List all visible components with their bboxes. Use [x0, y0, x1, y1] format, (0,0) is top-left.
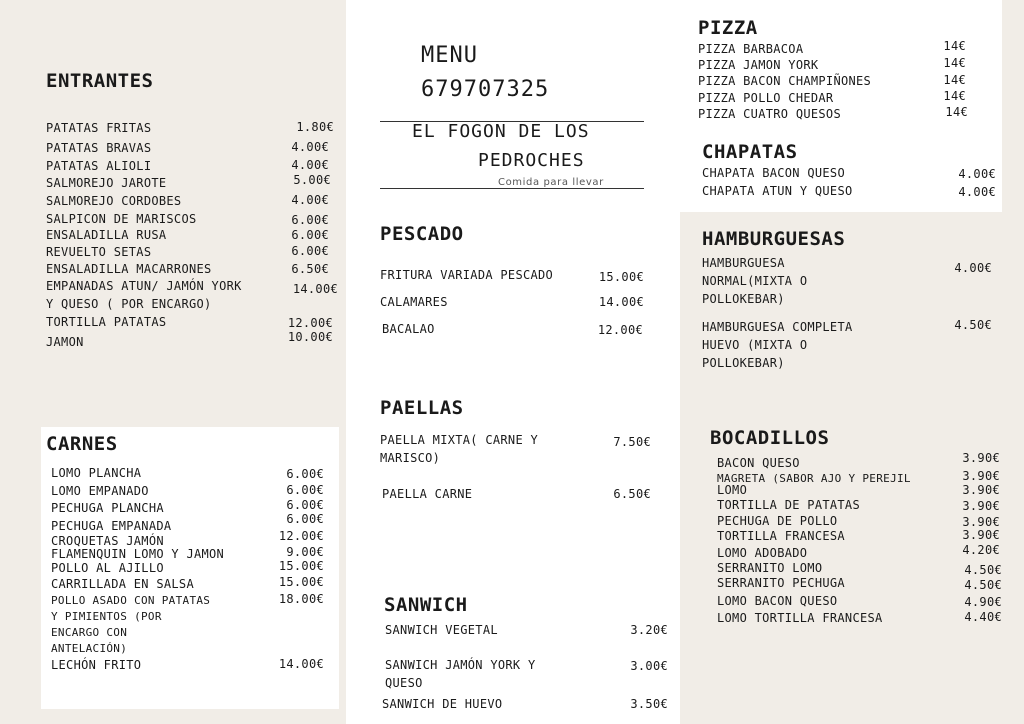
menu-item-price: 3.00€ [630, 659, 668, 673]
phone-number: 679707325 [421, 77, 550, 102]
menu-item-name-continued: POLLOKEBAR) [702, 356, 785, 370]
section-title-sanwich: SANWICH [384, 594, 468, 616]
menu-item-name: REVUELTO SETAS [46, 245, 152, 259]
menu-item-price: 5.00€ [293, 173, 331, 187]
menu-item-name: POLLO ASADO CON PATATAS [51, 594, 211, 607]
menu-item-name: HAMBURGUESA COMPLETA [702, 320, 853, 334]
menu-item-price: 3.90€ [962, 528, 1000, 542]
section-title-entrantes: ENTRANTES [46, 70, 154, 92]
menu-item-name: PIZZA BACON CHAMPIÑONES [698, 74, 872, 88]
menu-item-price: 1.80€ [296, 120, 334, 134]
menu-item-price: 4.50€ [964, 563, 1002, 577]
section-title-paellas: PAELLAS [380, 397, 464, 419]
menu-item-price: 4.90€ [964, 595, 1002, 609]
menu-item-price: 6.00€ [286, 483, 324, 497]
menu-item-name-continued: Y QUESO ( POR ENCARGO) [46, 297, 212, 311]
menu-item-price: 14€ [945, 105, 968, 119]
menu-item-name-continued: NORMAL(MIXTA O [702, 274, 808, 288]
menu-item-name: ENSALADILLA RUSA [46, 228, 167, 242]
menu-item-price: 12.00€ [287, 316, 333, 330]
menu-item-price: 6.00€ [286, 498, 324, 512]
menu-item-price: 6.50€ [291, 262, 329, 276]
menu-item-name: CHAPATA BACON QUESO [702, 166, 845, 180]
menu-item-name: ENSALADILLA MACARRONES [46, 262, 212, 276]
menu-item-name: FRITURA VARIADA PESCADO [380, 268, 554, 282]
menu-item-price: 3.50€ [630, 697, 668, 711]
menu-item-price: 14.00€ [598, 295, 644, 309]
menu-item-price: 15.00€ [598, 270, 644, 284]
menu-item-name: POLLO AL AJILLO [51, 561, 164, 575]
menu-item-price: 6.00€ [291, 213, 329, 227]
menu-item-name: LOMO PLANCHA [51, 466, 142, 480]
menu-item-name: JAMON [46, 335, 84, 349]
menu-item-price: 6.50€ [613, 487, 651, 501]
menu-item-name-continued: QUESO [385, 676, 423, 690]
section-title-carnes: CARNES [46, 433, 118, 455]
menu-item-price: 9.00€ [286, 545, 324, 559]
menu-item-name: PATATAS FRITAS [46, 121, 152, 135]
menu-item-name: CARRILLADA EN SALSA [51, 577, 194, 591]
menu-item-price: 14.00€ [278, 657, 324, 671]
menu-item-name-continued: POLLOKEBAR) [702, 292, 785, 306]
menu-item-name-continued: MARISCO) [380, 451, 441, 465]
menu-item-name: SERRANITO LOMO [717, 561, 823, 575]
menu-item-price: 14€ [943, 56, 966, 70]
menu-item-price: 4.50€ [954, 318, 992, 332]
menu-item-price: 4.00€ [954, 261, 992, 275]
menu-item-price: 4.00€ [958, 167, 996, 181]
menu-item-price: 6.00€ [291, 228, 329, 242]
menu-item-price: 4.40€ [964, 610, 1002, 624]
section-title-pizza: PIZZA [698, 17, 758, 39]
menu-item-name: TORTILLA FRANCESA [717, 529, 845, 543]
menu-item-name: CHAPATA ATUN Y QUESO [702, 184, 853, 198]
menu-item-name: LOMO [717, 483, 748, 497]
menu-item-name: EMPANADAS ATUN/ JAMÓN YORK [46, 279, 242, 293]
menu-item-name: SANWICH VEGETAL [385, 623, 498, 637]
tagline: Comida para llevar [498, 177, 604, 188]
header-divider-bottom [380, 188, 644, 189]
menu-item-name: PAELLA CARNE [382, 487, 473, 501]
menu-item-price: 15.00€ [278, 575, 324, 589]
menu-item-name: SALMOREJO JAROTE [46, 176, 167, 190]
menu-item-name: PIZZA JAMON YORK [698, 58, 819, 72]
menu-item-name: BACALAO [382, 322, 435, 336]
menu-item-price: 3.90€ [962, 515, 1000, 529]
menu-item-name: SALPICON DE MARISCOS [46, 212, 197, 226]
menu-item-name-continued: ENCARGO CON [51, 626, 128, 639]
menu-item-name: FLAMENQUIN LOMO Y JAMON [51, 547, 225, 561]
menu-item-price: 7.50€ [613, 435, 651, 449]
menu-item-price: 6.00€ [286, 467, 324, 481]
menu-item-name-continued: Y PIMIENTOS (POR [51, 610, 162, 623]
section-title-bocadillos: BOCADILLOS [710, 427, 830, 449]
menu-item-name: PECHUGA DE POLLO [717, 514, 838, 528]
menu-item-price: 14€ [943, 39, 966, 53]
menu-item-name: HAMBURGUESA [702, 256, 785, 270]
menu-item-name: PIZZA POLLO CHEDAR [698, 91, 834, 105]
menu-item-price: 10.00€ [287, 330, 333, 344]
menu-item-price: 3.20€ [630, 623, 668, 637]
menu-item-name: BACON QUESO [717, 456, 800, 470]
section-title-pescado: PESCADO [380, 223, 464, 245]
menu-item-name: SANWICH JAMÓN YORK Y [385, 658, 536, 672]
menu-item-price: 18.00€ [278, 592, 324, 606]
menu-item-price: 4.00€ [291, 140, 329, 154]
menu-item-name-continued: HUEVO (MIXTA O [702, 338, 808, 352]
menu-item-name: PATATAS ALIOLI [46, 159, 152, 173]
menu-item-name: LOMO ADOBADO [717, 546, 808, 560]
menu-item-price: 14€ [943, 73, 966, 87]
menu-item-price: 14€ [943, 89, 966, 103]
section-title-chapatas: CHAPATAS [702, 141, 798, 163]
menu-item-price: 4.20€ [962, 543, 1000, 557]
menu-item-name: TORTILLA DE PATATAS [717, 498, 860, 512]
menu-item-name: PECHUGA EMPANADA [51, 519, 172, 533]
menu-item-name: SALMOREJO CORDOBES [46, 194, 182, 208]
menu-item-price: 6.00€ [291, 244, 329, 258]
menu-item-name: CALAMARES [380, 295, 448, 309]
menu-item-price: 6.00€ [286, 512, 324, 526]
menu-item-price: 3.90€ [962, 483, 1000, 497]
menu-item-price: 4.00€ [958, 185, 996, 199]
menu-item-price: 14.00€ [292, 282, 338, 296]
menu-item-name: PATATAS BRAVAS [46, 141, 152, 155]
menu-item-price: 3.90€ [962, 469, 1000, 483]
menu-item-name: TORTILLA PATATAS [46, 315, 167, 329]
menu-item-name: LOMO TORTILLA FRANCESA [717, 611, 883, 625]
menu-item-name: LOMO BACON QUESO [717, 594, 838, 608]
menu-item-name: PIZZA CUATRO QUESOS [698, 107, 841, 121]
menu-item-name: PAELLA MIXTA( CARNE Y [380, 433, 539, 447]
menu-item-price: 4.50€ [964, 578, 1002, 592]
menu-item-price: 3.90€ [962, 499, 1000, 513]
menu-item-name: SERRANITO PECHUGA [717, 576, 845, 590]
restaurant-name-line2: PEDROCHES [478, 150, 585, 171]
menu-item-name: CROQUETAS JAMÓN [51, 534, 164, 548]
menu-item-name: LOMO EMPANADO [51, 484, 149, 498]
restaurant-name-line1: EL FOGON DE LOS [412, 121, 590, 142]
menu-item-price: 15.00€ [278, 559, 324, 573]
menu-item-price: 4.00€ [291, 193, 329, 207]
menu-item-name: PIZZA BARBACOA [698, 42, 804, 56]
menu-heading: MENU [421, 43, 478, 68]
menu-item-name: PECHUGA PLANCHA [51, 501, 164, 515]
menu-item-price: 3.90€ [962, 451, 1000, 465]
menu-item-price: 12.00€ [597, 323, 643, 337]
menu-item-price: 4.00€ [291, 158, 329, 172]
menu-item-name-continued: ANTELACIÓN) [51, 642, 128, 655]
section-title-hamburguesas: HAMBURGUESAS [702, 228, 846, 250]
menu-item-name: LECHÓN FRITO [51, 658, 142, 672]
menu-item-price: 12.00€ [278, 529, 324, 543]
menu-item-name: MAGRETA (SABOR AJO Y PEREJIL [717, 472, 911, 485]
menu-item-name: SANWICH DE HUEVO [382, 697, 503, 711]
